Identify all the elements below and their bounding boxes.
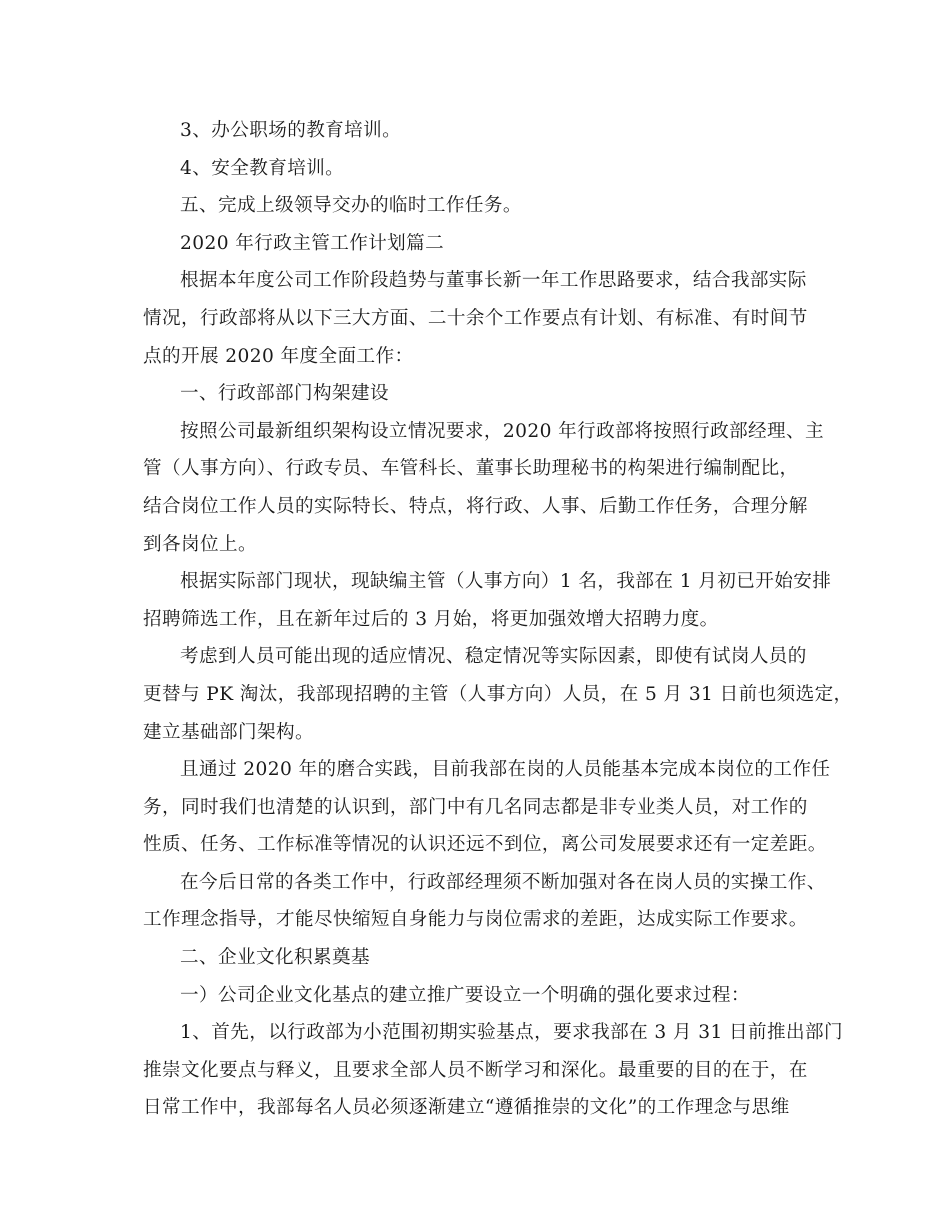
paragraph [143,751,831,864]
paragraph-line: 结合岗位工作人员的实际特长、特点，将行政、人事、后勤工作任务，合理分解 [143,495,808,517]
paragraph-line: 4、安全教育培训。 [180,157,345,179]
paragraph-line: 且通过 2020 年的磨合实践，目前我部在岗的人员能基本完成本岗位的工作任 [180,759,831,781]
paragraph-line: 建立基础部门架构。 [143,721,314,743]
paragraph [143,1014,843,1127]
paragraph [143,112,807,150]
paragraph [143,977,807,1015]
paragraph-line: 情况，行政部将从以下三大方面、二十余个工作要点有计划、有标准、有时间节 [143,307,808,329]
document-body [143,112,853,1127]
paragraph-line: 性质、任务、工作标准等情况的认识还远不到位，离公司发展要求还有一定差距。 [143,834,827,856]
paragraph-line: 务，同时我们也清楚的认识到，部门中有几名同志都是非专业类人员，对工作的 [143,796,808,818]
paragraph [143,150,807,188]
paragraph-line: 根据本年度公司工作阶段趋势与董事长新一年工作思路要求，结合我部实际 [180,270,807,292]
paragraph [143,375,807,413]
paragraph-line: 点的开展 2020 年度全面工作： [143,345,414,367]
paragraph-line: 二、企业文化积累奠基 [180,947,370,969]
paragraph-line: 3、办公职场的教育培训。 [180,120,402,141]
paragraph [143,187,807,225]
paragraph [143,262,807,375]
paragraph [143,563,832,638]
paragraph [143,225,807,263]
paragraph [143,638,853,751]
paragraph-line: 2020 年行政主管工作计划篇二 [180,232,445,254]
paragraph-line: 管（人事方向）、行政专员、车管科长、董事长助理秘书的构架进行编制配比， [143,458,799,480]
paragraph-line: 1、首先，以行政部为小范围初期实验基点，要求我部在 3 月 31 日前推出部门 [180,1022,843,1044]
paragraph-line: 到各岗位上。 [143,533,257,555]
paragraph [143,413,825,563]
paragraph-line: 招聘筛选工作，且在新年过后的 3 月始，将更加强效增大招聘力度。 [143,608,719,630]
paragraph-line: 推崇文化要点与释义，且要求全部人员不断学习和深化。最重要的目的在于，在 [143,1059,808,1081]
paragraph-line: 在今后日常的各类工作中，行政部经理须不断加强对各在岗人员的实操工作、 [180,871,826,893]
paragraph-line: 五、完成上级领导交办的临时工作任务。 [180,195,522,217]
paragraph-line: 更替与 PK 淘汰，我部现招聘的主管（人事方向）人员，在 5 月 31 日前也须选定， [143,683,853,705]
paragraph [143,939,807,977]
paragraph-line: 根据实际部门现状，现缺编主管（人事方向）1 名，我部在 1 月初已开始安排 [180,571,832,593]
paragraph-line: 考虑到人员可能出现的适应情况、稳定情况等实际因素，即使有试岗人员的 [180,646,807,668]
paragraph-line: 按照公司最新组织架构设立情况要求，2020 年行政部将按照行政部经理、主 [180,420,825,442]
paragraph-line: 工作理念指导，才能尽快缩短自身能力与岗位需求的差距，达成实际工作要求。 [143,909,808,931]
paragraph-line: 一、行政部部门构架建设 [180,383,389,405]
paragraph-line: 日常工作中，我部每名人员必须逐渐建立“遵循推崇的文化”的工作理念与思维 [143,1097,790,1119]
paragraph [143,864,826,939]
paragraph-line: 一）公司企业文化基点的建立推广要设立一个明确的强化要求过程： [180,984,750,1006]
